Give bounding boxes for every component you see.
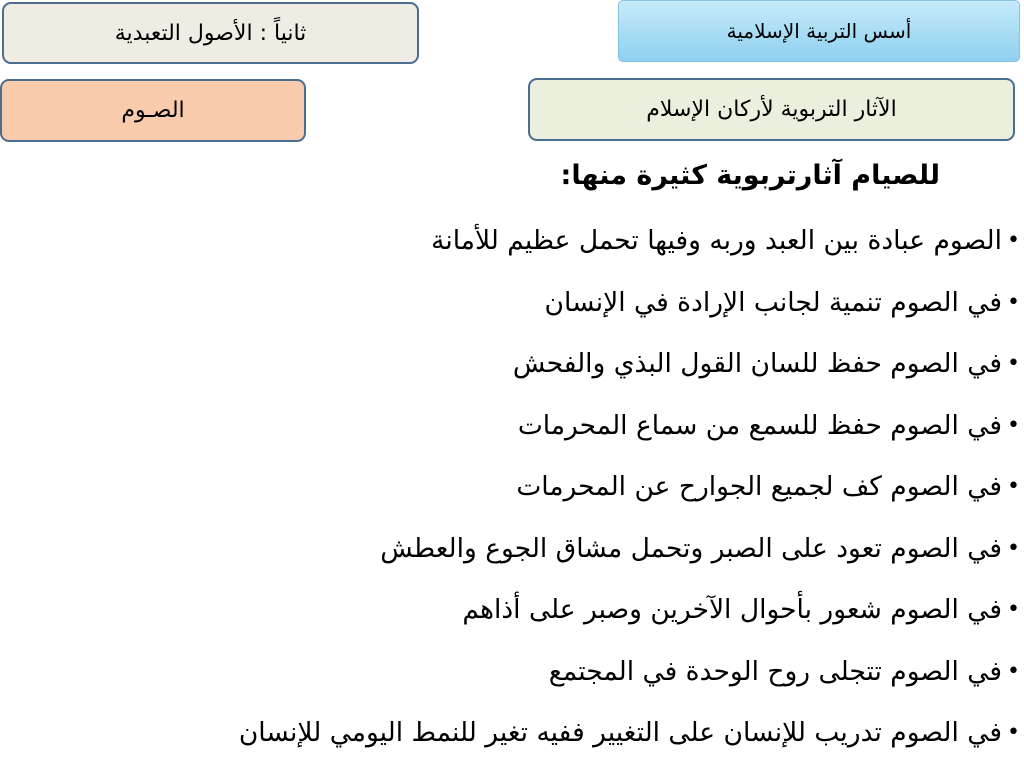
effects-list: [5, 214, 1020, 768]
bullet-icon: •: [1007, 535, 1020, 561]
list-item: [5, 337, 1020, 399]
list-item-text: في الصوم تدريب للإنسان على التغيير ففيه تغير للنمط اليومي للإنسان: [238, 717, 1002, 748]
list-item-text: في الصوم حفظ للسان القول البذي والفحش: [512, 348, 1002, 379]
list-item: [5, 460, 1020, 522]
section-title: ثانياً : الأصول التعبدية: [114, 20, 307, 46]
bullet-icon: •: [1007, 289, 1020, 315]
intro-heading: للصيام آثارتربوية كثيرة منها:: [560, 160, 940, 191]
list-item-text: في الصوم تتجلى روح الوحدة في المجتمع: [548, 655, 1002, 687]
bullet-icon: •: [1007, 351, 1020, 376]
bullet-icon: •: [1007, 474, 1020, 499]
topic-title: الآثار التربوية لأركان الإسلام: [646, 97, 897, 122]
bullet-icon: •: [1007, 720, 1020, 745]
topic-title-box: [528, 78, 1015, 141]
list-item-text: الصوم عبادة بين العبد وربه وفيها تحمل عظيم للأمانة: [431, 225, 1002, 256]
list-item-text: في الصوم شعور بأحوال الآخرين وصبر على أذاهم: [462, 594, 1002, 625]
list-item: [5, 214, 1020, 276]
bullet-icon: •: [1007, 412, 1020, 438]
lesson-title: الصـوم: [121, 98, 185, 123]
list-item: [5, 276, 1020, 338]
list-item: [5, 583, 1020, 645]
list-item-text: في الصوم تنمية لجانب الإرادة في الإنسان: [544, 286, 1002, 318]
bullet-icon: •: [1007, 597, 1020, 622]
bullet-icon: •: [1007, 228, 1020, 253]
list-item-text: في الصوم كف لجميع الجوارح عن المحرمات: [516, 471, 1002, 502]
subject-title: أسس التربية الإسلامية: [726, 19, 912, 43]
list-item: [5, 399, 1020, 461]
list-item: [5, 645, 1020, 707]
list-item: [5, 522, 1020, 584]
list-item-text: في الصوم حفظ للسمع من سماع المحرمات: [517, 409, 1002, 441]
section-title-box: [2, 2, 419, 64]
bullet-icon: •: [1007, 658, 1020, 684]
list-item: [5, 706, 1020, 768]
subject-title-box: [618, 0, 1020, 62]
list-item-text: في الصوم تعود على الصبر وتحمل مشاق الجوع والعطش: [380, 532, 1002, 564]
lesson-title-box: [0, 79, 306, 142]
